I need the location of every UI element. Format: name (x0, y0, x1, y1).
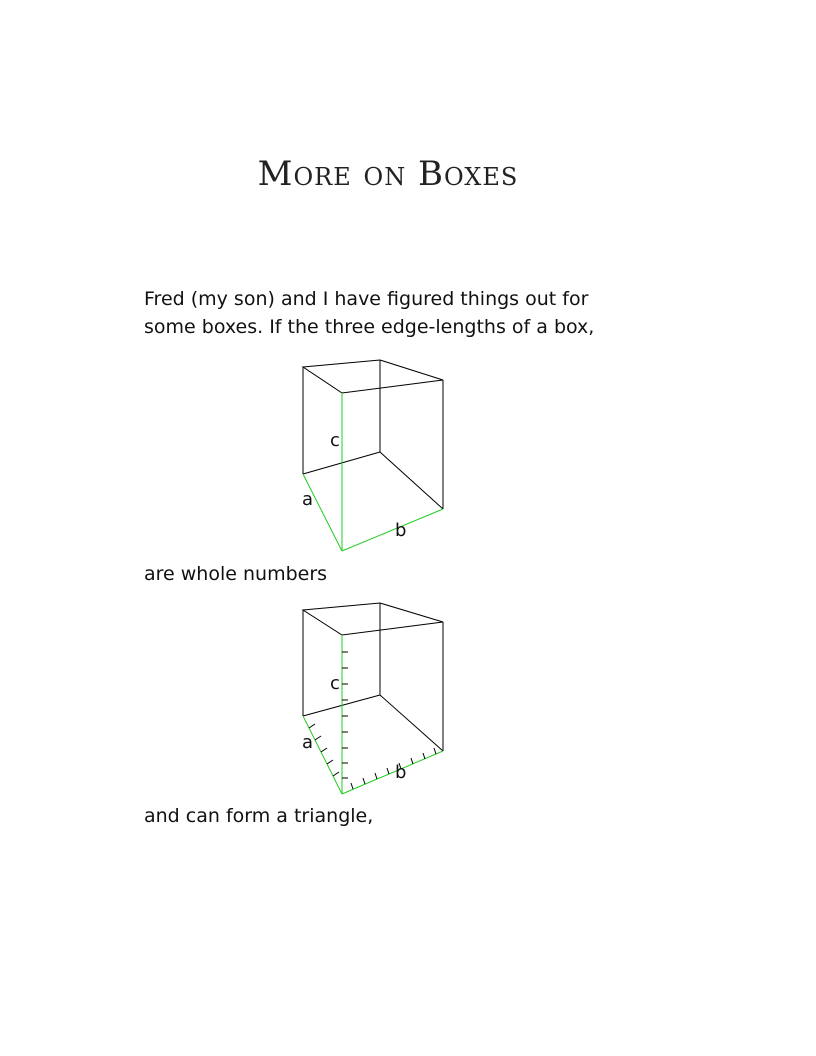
box-edges (303, 360, 443, 509)
label-a: a (302, 489, 314, 510)
triangle-paragraph: and can form a triangle, (144, 805, 374, 827)
label-c: c (330, 430, 340, 451)
highlighted-edges (303, 635, 443, 794)
highlighted-edges (303, 393, 443, 551)
label-b: b (395, 520, 407, 541)
edge-b (342, 751, 443, 794)
tick-marks (309, 652, 436, 789)
label-b: b (395, 762, 407, 783)
edge-a (303, 474, 342, 551)
edge-b (342, 509, 443, 551)
label-a: a (302, 732, 314, 753)
whole-numbers-paragraph: are whole numbers (144, 563, 328, 585)
box-figure (290, 355, 460, 555)
page-title: More on Boxes (257, 154, 519, 194)
box-edges (303, 603, 443, 751)
box-figure-ticked (290, 598, 460, 798)
intro-paragraph: Fred (my son) and I have figured things out for some boxes. If the three edge-lengths of a box, (144, 288, 595, 338)
label-c: c (330, 673, 340, 694)
